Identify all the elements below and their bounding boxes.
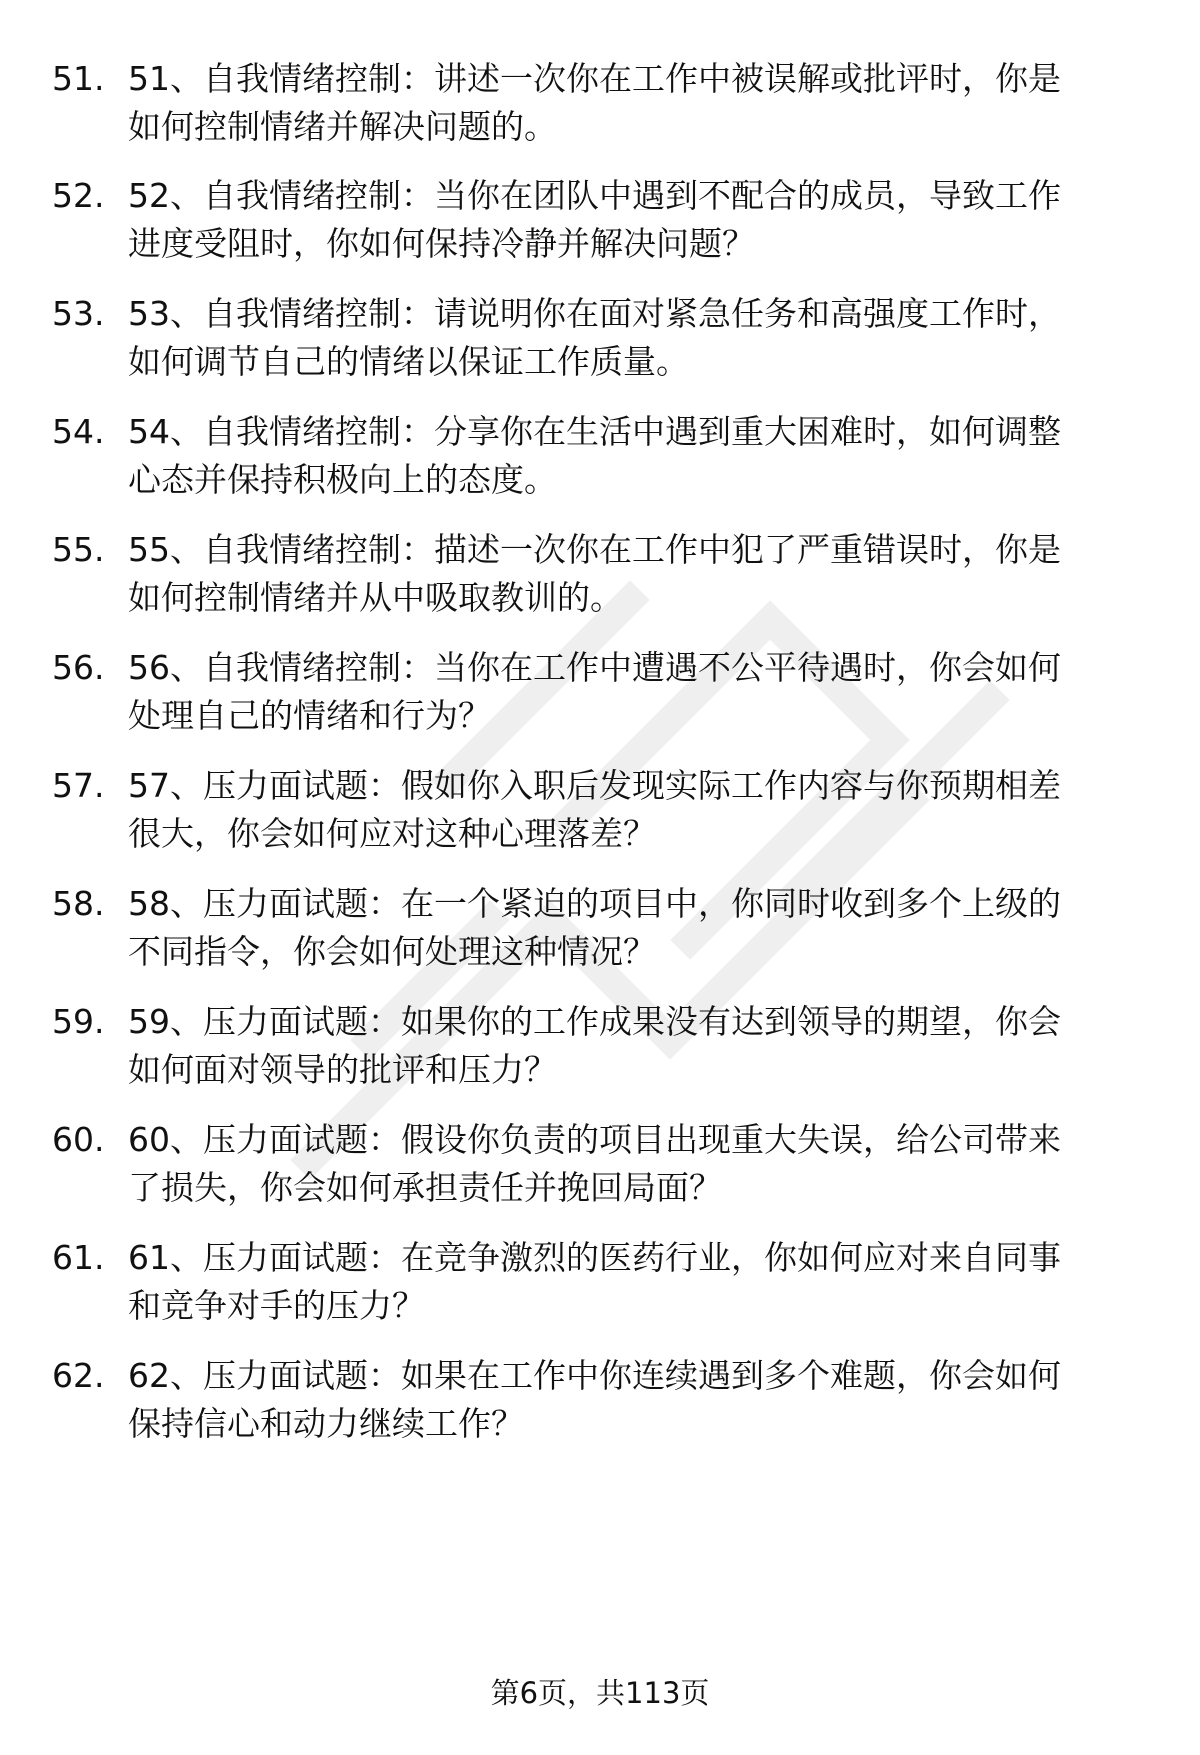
page-number-footer: 第6页，共113页 xyxy=(490,1676,710,1710)
list-item xyxy=(0,644,1200,754)
list-item xyxy=(0,1234,1200,1344)
item-number: 54. xyxy=(52,412,105,451)
item-text xyxy=(128,172,1148,268)
item-number: 52. xyxy=(52,176,105,215)
item-number: 51. xyxy=(52,59,105,98)
item-text xyxy=(128,290,1148,386)
item-number: 57. xyxy=(52,766,105,805)
item-text-line-2: 进度受阻时，你如何保持冷静并解决问题？ xyxy=(128,224,755,263)
item-number: 59. xyxy=(52,1002,105,1041)
item-text-line-2: 很大，你会如何应对这种心理落差？ xyxy=(128,814,656,853)
item-text xyxy=(128,1352,1148,1448)
item-number: 56. xyxy=(52,648,105,687)
item-text-line-2: 如何控制情绪并从中吸取教训的。 xyxy=(128,578,623,617)
list-item xyxy=(0,526,1200,636)
list-item xyxy=(0,408,1200,518)
item-text-line-2: 和竞争对手的压力？ xyxy=(128,1286,425,1325)
item-text-line-2: 如何控制情绪并解决问题的。 xyxy=(128,107,557,146)
item-text-line-2: 处理自己的情绪和行为？ xyxy=(128,696,491,735)
item-text-line-2: 保持信心和动力继续工作？ xyxy=(128,1404,524,1443)
item-text-line-2: 心态并保持积极向上的态度。 xyxy=(128,460,557,499)
list-item xyxy=(0,172,1200,282)
item-text xyxy=(128,998,1148,1094)
item-text xyxy=(128,762,1148,858)
item-text xyxy=(128,408,1148,504)
item-text-line-1: 58、压力面试题：在一个紧迫的项目中，你同时收到多个上级的 xyxy=(128,884,1061,923)
item-text xyxy=(128,1234,1148,1330)
item-text xyxy=(128,644,1148,740)
item-text-line-1: 57、压力面试题：假如你入职后发现实际工作内容与你预期相差 xyxy=(128,766,1061,805)
item-text-line-1: 61、压力面试题：在竞争激烈的医药行业，你如何应对来自同事 xyxy=(128,1238,1061,1277)
item-text-line-1: 51、自我情绪控制：讲述一次你在工作中被误解或批评时，你是 xyxy=(128,59,1061,98)
item-text xyxy=(128,1116,1148,1212)
list-item xyxy=(0,290,1200,400)
item-number: 55. xyxy=(52,530,105,569)
item-text-line-2: 如何调节自己的情绪以保证工作质量。 xyxy=(128,342,689,381)
item-text-line-2: 了损失，你会如何承担责任并挽回局面？ xyxy=(128,1168,722,1207)
item-text xyxy=(128,880,1148,976)
item-text-line-2: 如何面对领导的批评和压力？ xyxy=(128,1050,557,1089)
list-item xyxy=(0,1352,1200,1462)
item-text-line-1: 54、自我情绪控制：分享你在生活中遇到重大困难时，如何调整 xyxy=(128,412,1061,451)
item-text-line-1: 52、自我情绪控制：当你在团队中遇到不配合的成员，导致工作 xyxy=(128,176,1061,215)
list-item xyxy=(0,880,1200,990)
item-text-line-1: 56、自我情绪控制：当你在工作中遭遇不公平待遇时，你会如何 xyxy=(128,648,1061,687)
item-text xyxy=(128,55,1148,151)
item-number: 58. xyxy=(52,884,105,923)
item-text-line-1: 59、压力面试题：如果你的工作成果没有达到领导的期望，你会 xyxy=(128,1002,1061,1041)
item-number: 61. xyxy=(52,1238,105,1277)
item-number: 62. xyxy=(52,1356,105,1395)
item-text-line-2: 不同指令，你会如何处理这种情况？ xyxy=(128,932,656,971)
item-number: 53. xyxy=(52,294,105,333)
item-text-line-1: 53、自我情绪控制：请说明你在面对紧急任务和高强度工作时， xyxy=(128,294,1061,333)
list-item xyxy=(0,1116,1200,1226)
item-text-line-1: 60、压力面试题：假设你负责的项目出现重大失误，给公司带来 xyxy=(128,1120,1061,1159)
list-item xyxy=(0,762,1200,872)
item-text-line-1: 62、压力面试题：如果在工作中你连续遇到多个难题，你会如何 xyxy=(128,1356,1061,1395)
list-item xyxy=(0,998,1200,1108)
item-number: 60. xyxy=(52,1120,105,1159)
item-text-line-1: 55、自我情绪控制：描述一次你在工作中犯了严重错误时，你是 xyxy=(128,530,1061,569)
list-item xyxy=(0,55,1200,165)
item-text xyxy=(128,526,1148,622)
